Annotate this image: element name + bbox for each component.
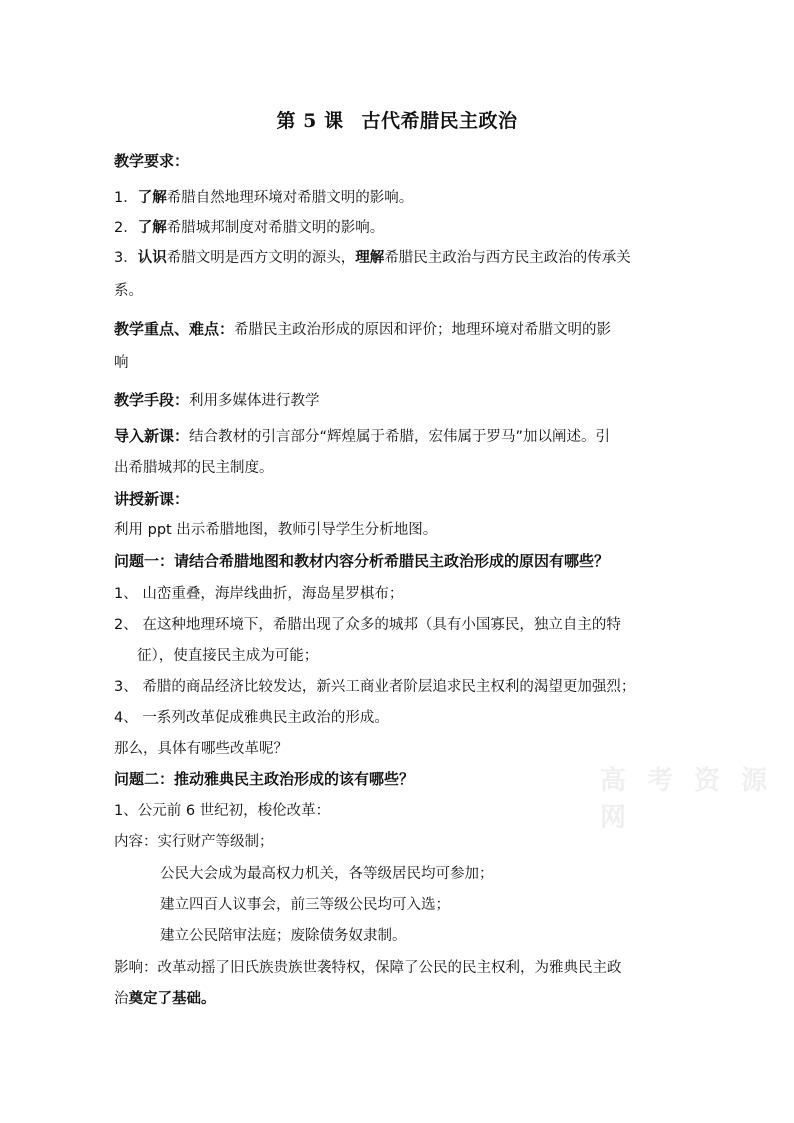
question-one-heading: 问题一：请结合希腊地图和教材内容分析希腊民主政治形成的原因有哪些？	[114, 552, 610, 570]
page-title	[0, 106, 794, 133]
reform-content-item: 建立公民陪审法庭；废除债务奴隶制。	[160, 928, 407, 944]
list-item: 4、 一系列改革促成雅典民主政治的形成。	[114, 710, 389, 726]
key-points-heading: 教学重点、难点：	[114, 320, 235, 338]
reform-impact: 影响：改革动摇了旧氏族贵族世袭特权，保障了公民的民主权利，为雅典民主政	[114, 960, 622, 976]
list-item: 1、 山峦重叠，海岸线曲折，海岛星罗棋布；	[114, 586, 404, 602]
lesson-name: 古代希腊民主政治	[361, 110, 518, 132]
teaching-means-heading: 教学手段：	[114, 391, 190, 409]
question-two-heading: 问题二：推动雅典民主政治形成的该有哪些？	[114, 770, 415, 788]
followup-question: 那么，具体有哪些改革呢？	[114, 741, 288, 757]
reform-content-label: 内容：实行财产等级制；	[114, 834, 274, 850]
new-lesson-text: 利用 ppt 出示希腊地图，教师引导学生分析地图。	[114, 522, 438, 538]
intro-heading: 导入新课：	[114, 427, 190, 445]
teaching-means: 教学手段：利用多媒体进行教学	[114, 391, 320, 409]
requirement-item-continuation: 系。	[114, 283, 143, 299]
intro-continuation: 出希腊城邦的民主制度。	[114, 460, 274, 476]
lesson-number: 第 5 课	[276, 110, 344, 132]
reform-title: 1、公元前 6 世纪初，梭伦改革：	[114, 803, 331, 819]
reform-content-item: 建立四百人议事会，前三等级公民均可入选；	[160, 897, 450, 913]
list-item: 3、 希腊的商品经济比较发达，新兴工商业者阶层追求民主权利的渴望更加强烈；	[114, 679, 636, 695]
key-points-continuation: 响	[114, 355, 129, 371]
list-item-continuation: 征），使直接民主成为可能；	[137, 648, 319, 664]
reform-content-item: 公民大会成为最高权力机关，各等级居民均可参加；	[160, 866, 494, 882]
watermark: 高 考 资 源 网	[600, 766, 774, 833]
requirement-item: 3．认识希腊文明是西方文明的源头，理解希腊民主政治与西方民主政治的传承关	[114, 250, 631, 266]
requirement-item: 1．了解希腊自然地理环境对希腊文明的影响。	[114, 190, 414, 206]
requirement-item: 2．了解希腊城邦制度对希腊文明的影响。	[114, 220, 385, 236]
new-lesson-heading: 讲授新课：	[114, 490, 190, 508]
requirements-heading: 教学要求：	[114, 152, 190, 170]
key-points: 教学重点、难点：希腊民主政治形成的原因和评价；地理环境对希腊文明的影	[114, 320, 612, 338]
list-item: 2、 在这种地理环境下，希腊出现了众多的城邦（具有小国寡民，独立自主的特	[114, 617, 621, 633]
intro: 导入新课：结合教材的引言部分“辉煌属于希腊，宏伟属于罗马”加以阐述。引	[114, 427, 611, 445]
reform-impact-continuation: 治奠定了基础。	[114, 991, 216, 1007]
